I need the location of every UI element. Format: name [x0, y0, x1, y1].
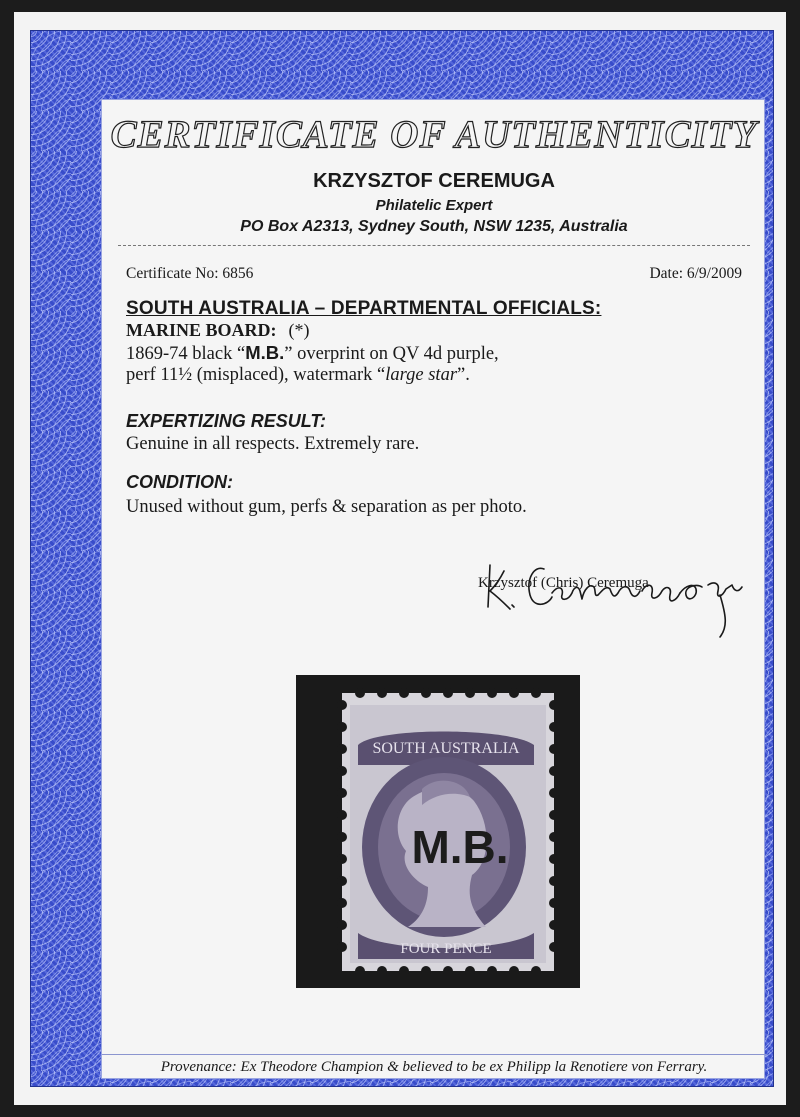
- desc-overprint: M.B.: [245, 342, 285, 363]
- issuer-address: PO Box A2313, Sydney South, NSW 1235, Australia: [240, 218, 628, 235]
- guilloche-border: [30, 30, 774, 1087]
- condition-heading: CONDITION:: [126, 472, 233, 492]
- condition-text: Unused without gum, perfs & separation as per photo.: [126, 497, 527, 517]
- expertizing-result: Genuine in all respects. Extremely rare.: [126, 434, 420, 454]
- stamp-photo: [296, 675, 580, 988]
- stamp-top-text: SOUTH AUSTRALIA: [372, 740, 520, 757]
- stamp-image: [296, 675, 580, 988]
- unused-mark: (*): [288, 320, 310, 340]
- stamp-overprint: M.B.: [411, 821, 509, 873]
- description-line-1: [126, 342, 746, 365]
- desc-text: ”.: [457, 365, 470, 385]
- subheading-label: MARINE BOARD:: [126, 320, 277, 340]
- certificate-title: CERTIFICATE OF AUTHENTICITY: [110, 113, 758, 156]
- meta-row: [126, 265, 742, 283]
- certificate-body: [101, 99, 765, 1079]
- certificate-date: Date: 6/9/2009: [649, 265, 742, 282]
- country-heading: SOUTH AUSTRALIA – DEPARTMENTAL OFFICIALS:: [126, 298, 602, 319]
- desc-text: 1869-74 black “: [126, 344, 246, 364]
- desc-text: perf 11½ (misplaced), watermark “: [126, 365, 386, 385]
- issuer-role: Philatelic Expert: [375, 197, 493, 214]
- description-line-2: [126, 365, 746, 386]
- signer-name: Krzysztof (Chris) Ceremuga: [478, 575, 649, 591]
- provenance-note: Provenance: Ex Theodore Champion & believed to be ex Philipp la Renotiere von Ferrary.: [102, 1054, 766, 1076]
- issuer-name: KRZYSZTOF CEREMUGA: [313, 170, 555, 192]
- issue-subheading: [126, 320, 746, 341]
- stamp-bottom-text: FOUR PENCE: [400, 941, 492, 957]
- desc-watermark: large star: [385, 365, 458, 385]
- expertizing-heading: EXPERTIZING RESULT:: [126, 411, 327, 431]
- divider: [118, 245, 750, 246]
- certificate-number: Certificate No: 6856: [126, 265, 254, 282]
- desc-text: ” overprint on QV 4d purple,: [284, 344, 499, 364]
